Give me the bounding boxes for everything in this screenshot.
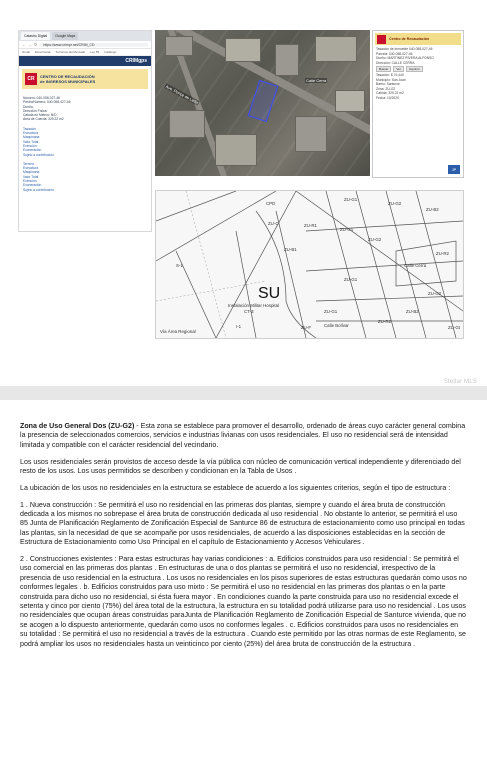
zone-label: ZU-B1 xyxy=(284,247,297,252)
street-label: Calle Bolívar xyxy=(324,323,349,328)
sidebar-link[interactable]: Estructura xyxy=(23,166,39,171)
street-label: Calle Cerra xyxy=(306,78,327,83)
zone-label: ZU-R2 xyxy=(436,251,449,256)
map-building xyxy=(335,90,365,112)
zone-label: ZU-Gt xyxy=(448,325,460,330)
bookmark-item[interactable]: Gmail xyxy=(22,50,30,54)
zone-label: ZU-G1 xyxy=(324,309,338,314)
panel-row: Dueño: MARTINEZ RIVERA ALFONSO xyxy=(376,56,434,60)
crimgps-brand: CRIMgps xyxy=(125,58,147,64)
bookmark-item[interactable]: Zona Fiscal xyxy=(34,50,51,54)
map-building xyxy=(169,110,205,138)
map-building xyxy=(225,38,261,62)
sidebar-link[interactable]: Valor Total xyxy=(23,174,39,179)
sidebar-link[interactable]: Maquinaria xyxy=(23,170,40,175)
panel-logo-icon xyxy=(377,35,386,44)
forward-arrow-icon[interactable]: → xyxy=(28,42,32,47)
map-building xyxy=(215,134,257,166)
browser-tab-maps[interactable]: Google Maps xyxy=(52,32,78,40)
zone-label: ZU-B2 xyxy=(426,207,439,212)
sidebar-link[interactable]: Maquinaria xyxy=(23,135,40,140)
logo-line-1: CENTRO DE RECAUDACIÓN xyxy=(40,74,95,79)
panel-title: Centro de Recaudación xyxy=(389,37,430,41)
parcel-info xyxy=(19,89,151,194)
panel-row: Tasación de Inmueble 040-058-027-46 xyxy=(376,47,433,51)
street-label: Calle Cerra xyxy=(404,263,427,268)
zoning-map[interactable] xyxy=(155,190,464,339)
watermark: Stellar MLS xyxy=(443,379,477,385)
panel-row: Parcela: 040-058-027-46 xyxy=(376,51,413,56)
zone-label: ZU-G1 xyxy=(344,197,358,202)
street-label: Ave. Ponce de León xyxy=(164,83,200,106)
info-line: Número: 040-058-027-46 xyxy=(23,96,61,100)
panel-header xyxy=(375,33,461,45)
highlighted-parcel[interactable] xyxy=(248,80,279,122)
sidebar-link[interactable]: Tasación xyxy=(23,126,37,131)
panel-row: Zona: ZU-G2 xyxy=(376,86,396,91)
sidebar-link[interactable]: Exoneración xyxy=(23,183,42,188)
panel-search-button[interactable]: Buscar xyxy=(376,66,391,72)
zone-label: ZU-F xyxy=(301,325,311,330)
sidebar-link[interactable]: Valor Total xyxy=(23,139,39,144)
logo-line-2: de INGRESOS MUNICIPALES xyxy=(40,79,96,84)
zone-label: I-1 xyxy=(236,324,242,329)
paragraph-intro xyxy=(20,422,467,450)
panel-buttons xyxy=(373,65,463,73)
zone-label: ZU-R2 xyxy=(378,319,391,324)
map-building xyxy=(275,44,299,76)
info-line: Dueño: xyxy=(23,104,34,109)
sidebar-link[interactable]: Exención xyxy=(23,143,37,148)
browser-tab-catastro[interactable]: Catastro Digital xyxy=(21,32,50,40)
zone-label: ZU-G1 xyxy=(340,227,354,232)
map-building xyxy=(165,36,193,56)
info-line: Área de Cuerda: 329.22 m2 xyxy=(23,117,64,122)
panel-badge: JP xyxy=(448,165,460,174)
bookmark-item[interactable]: Ley 55 xyxy=(90,50,100,54)
paragraph: 2 . Construcciones existentes : Para estas estructuras hay varias condiciones : a. Edificios construidos para uso residencial : Se permitirá el uso comercial en las primeras dos plantas . En estructuras de una o dos plantas se permitirá el uso no residencial, irrespectivo de la presencia de uso residencial en la estructura . Los usos no residenciales en los pisos superiores de estas estructuras quedarán como usos no conformes legales . b. Edificios construidos para uso mixto : Se permitirá el uso no residencial en las primeras dos plantas o en la parte construida para dicho uso no residencial, si ésta fuera mayor . En condiciones cuando la parte construida para uso no residencial excede el setenta y cinco por ciento (75%) del área total de la estructura, la estructura en su totalidad podrá utilizarse para uso no residencial . Los usos no residenciales que ocupan áreas construidas paraJunta de Planificación Reglamento de Zonificación Especial de Santurce vivienda, que no se acogen a lo dispuesto anteriormente, quedarán como usos no conformes legales . c. Edificios construidos para usos no residenciales en su totalidad : Se permitirá el uso no residencial a través de la estructura . Cuando este permitido por las otras normas de este Reglamento, se podrá ampliar los usos no residenciales hasta un veinticinco por ciento (25%) del área bruta de construcción de la estructura . xyxy=(20,555,467,648)
panel-row: Tasación: $ 74,440 xyxy=(376,73,404,77)
address-bar xyxy=(19,41,151,49)
zone-label: ZU-G2 xyxy=(368,237,382,242)
zone-label: ZU-C xyxy=(268,221,279,226)
crim-logo xyxy=(22,69,148,89)
back-arrow-icon[interactable]: ← xyxy=(22,42,26,47)
sidebar-link[interactable]: Sujeto a contribución xyxy=(23,152,54,157)
zone-label: CT-3 xyxy=(244,309,254,314)
browser-tab-bar xyxy=(19,31,151,41)
sidebar-link[interactable]: Sujeto a contribución xyxy=(23,187,54,192)
area-label: Vía Área Regional xyxy=(160,329,196,334)
aerial-map[interactable] xyxy=(155,30,370,176)
sidebar-link[interactable]: Terreno xyxy=(23,161,35,166)
bookmark-item[interactable]: Términos del Mercado xyxy=(55,50,86,54)
reload-icon[interactable]: ↻ xyxy=(34,42,38,47)
panel-row: Dirección: CALLE CERRA xyxy=(376,60,415,65)
paragraph-text: - Esta zona se establece para promover el desarrollo, ordenado de áreas cuyo carácter general combina la presencia de seleccionados comercios, servicios e industrias livianas con usos residenciales. El uso no residencial será de intensidad limitada y compatible con el carácter residencial del vecindario. xyxy=(20,422,466,449)
su-zone-label: SU xyxy=(258,285,281,302)
zone-label: ZU-R1 xyxy=(304,223,317,228)
crim-logo-mark: CR xyxy=(25,73,37,85)
map-building xyxy=(295,116,327,152)
bookmark-item[interactable]: Catálogo xyxy=(104,50,117,54)
sidebar-link[interactable]: Estructura xyxy=(23,131,39,136)
info-line: Cabida en Metros: N/D xyxy=(23,113,57,118)
panel-row: Fecha: 10/2020 xyxy=(376,95,399,100)
bookmarks-bar xyxy=(19,49,151,56)
sidebar-link[interactable]: Exención xyxy=(23,179,37,184)
crim-header xyxy=(19,56,151,66)
panel-row: Municipio: San Juan xyxy=(376,77,406,82)
info-line: Predio/Número: 040-058-027-46 xyxy=(23,100,71,105)
paragraph: 1 . Nueva construcción : Se permitirá el uso no residencial en las primeras dos plantas, siempre y cuando el área bruta de construcción dedicada a los mismos no sobrepase el área bruta de construcción dedicada al uso residencial . No obstante lo anterior, se permitirá el uso 85 Junta de Planificación Reglamento de Zonificación Especial de Santurce 86 de estructura de estacionamiento como uso principal en todas las plantas, sin la necesidad de que se acompañe por usos residenciales, de acuerdo a las disposiciones establecidas en la sección de Estructura de Estacionamiento como Uso Principal en el capítulo de Estacionamiento y Accesos Vehiculares . xyxy=(20,500,465,547)
zone-label: CPD xyxy=(266,201,276,206)
zone-label: ZU-G1 xyxy=(344,277,358,282)
panel-row: Cabida: 329.22 m2 xyxy=(376,91,404,95)
panel-print-button[interactable]: Imprimir xyxy=(406,66,423,72)
zone-label: ZU-G2 xyxy=(428,291,442,296)
crim-browser-screenshot xyxy=(18,30,152,232)
url-field[interactable]: https://www.crimpr.net/CRIM_CD xyxy=(39,43,148,47)
property-panel xyxy=(372,30,464,178)
map-building xyxy=(315,36,357,62)
section-divider xyxy=(0,386,487,400)
zone-label: ZU-G2 xyxy=(388,201,402,206)
sidebar-link[interactable]: Exoneración xyxy=(23,148,42,153)
paragraph: Los usos residenciales serán provistos de acceso desde la vía pública con núcleo de comunicación vertical independiente y diferenciado del resto de los usos. Los usos permitidos se describen y condicionan en la Tabla de Usos . xyxy=(20,457,461,476)
paragraph: La ubicación de los usos no residenciales en la estructura se establece de acuerdo a los siguientes criterios, según el tipo de estructura : xyxy=(20,483,451,492)
zoning-description xyxy=(20,422,467,656)
info-line: Dirección Física: xyxy=(23,108,48,113)
zone-label: S-1 xyxy=(176,263,183,268)
panel-row: Barrio: Santurce xyxy=(376,82,400,86)
zone-heading: Zona de Uso General Dos (ZU-G2) xyxy=(20,422,135,430)
zone-label: ZU-B2 xyxy=(406,309,419,314)
area-label: Instalación Militar Hospital xyxy=(228,303,280,308)
panel-view-button[interactable]: Ver xyxy=(393,66,404,72)
